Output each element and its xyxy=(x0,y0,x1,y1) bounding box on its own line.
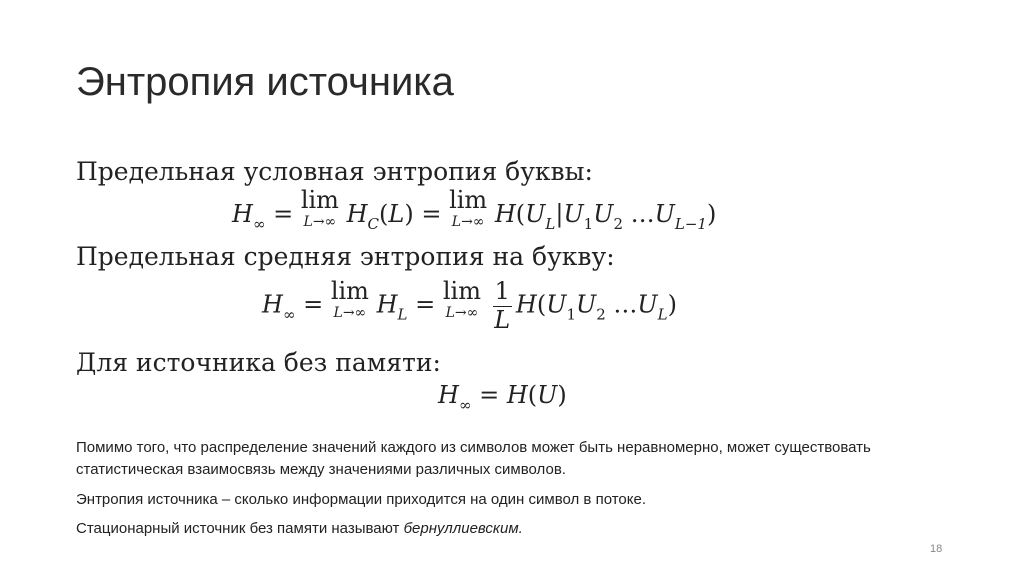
heading-conditional-entropy: Предельная условная энтропия буквы: xyxy=(76,157,593,186)
paragraph-statistical-dependency: Помимо того, что распределение значений каждого из символов может быть неравномерно, может существовать статистическая взаимосвязь между значениями различных символов. xyxy=(76,439,871,478)
formula-conditional-entropy: $H_\infty$ = lim L→∞ $H_C(L)$ = lim L→∞ $H(U_L|U_1U_2$ $\dots U_{L-1}$) xyxy=(232,186,717,233)
heading-average-entropy: Предельная средняя энтропия на букву: xyxy=(76,242,615,271)
paragraph-entropy-definition: Энтропия источника – сколько информации приходится на один символ в потоке. xyxy=(76,491,646,508)
heading-memoryless-source: Для источника без памяти: xyxy=(76,348,441,377)
bernoulli-text: Стационарный источник без памяти называют xyxy=(76,520,404,537)
page-number: 18 xyxy=(930,543,943,555)
bernoulli-term: бернуллиевским. xyxy=(403,520,523,537)
formula-memoryless: $H_\infty = H(U)$ xyxy=(438,381,567,414)
slide-title: Энтропия источника xyxy=(76,60,454,104)
formula-average-entropy: $H_\infty$ = lim L→∞ $H_L$ = lim L→∞ $\frac{1}{L}$ $H(U_1U_2$ $\dots U_L$) xyxy=(262,276,677,334)
fraction-one-over-L: $\frac{1}{L}$ xyxy=(494,277,511,334)
paragraph-bernoulli-source xyxy=(76,518,956,540)
